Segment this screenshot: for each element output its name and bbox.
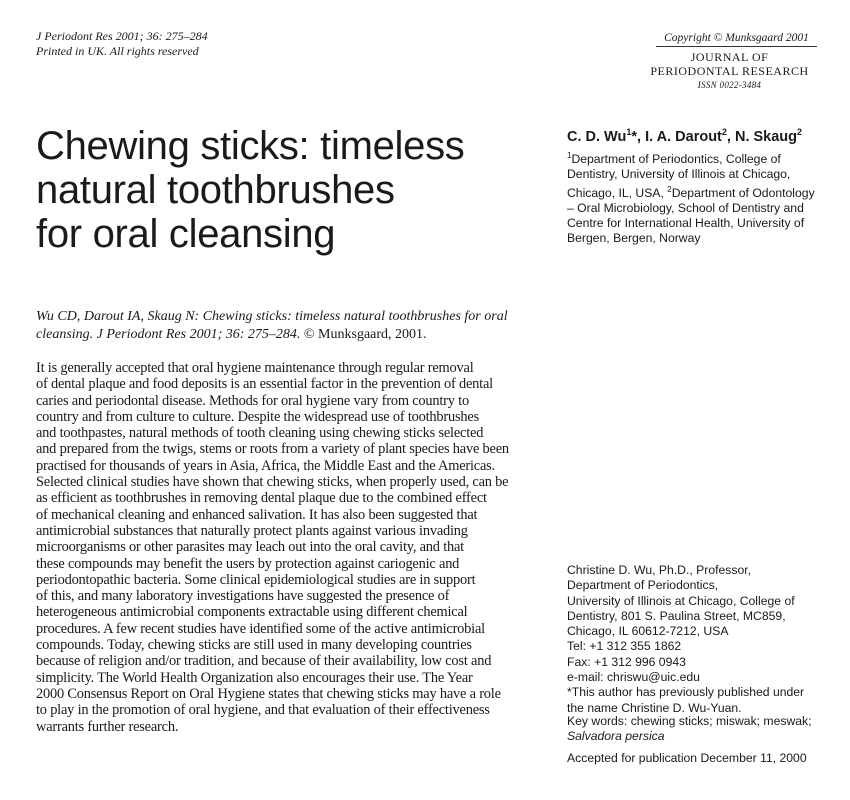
abstract-line: It is generally accepted that oral hygiene maintenance through regular removal xyxy=(36,360,474,376)
correspondence-line: Dentistry, 801 S. Paulina Street, MC859, xyxy=(567,608,786,623)
title-line: Chewing sticks: timeless xyxy=(36,124,465,168)
abstract-line: procedures. A few recent studies have identified some of the active antimicrobial xyxy=(36,620,485,637)
abstract-line: heterogeneous antimicrobial components extractable using different chemical xyxy=(36,604,468,621)
journal-name-line: JOURNAL OF xyxy=(690,50,769,64)
journal-name xyxy=(642,50,817,78)
author-name: N. Skaug xyxy=(734,128,798,145)
acceptance-date: Accepted for publication December 11, 2000 xyxy=(567,751,807,765)
abstract-line: warrants further research. xyxy=(36,718,179,735)
correspondence-line: Christine D. Wu, Ph.D., Professor, xyxy=(567,563,752,577)
author-name: I. A. Darout xyxy=(645,128,722,145)
citation-text: Wu CD, Darout IA, Skaug N: Chewing sticks: timeless natural toothbrushes for oral cleansing. J Periodont Res 2001; 36: 275–284. xyxy=(36,309,508,342)
affiliation-marker: 2 xyxy=(667,185,672,195)
citation-copyright: © Munksgaard, 2001. xyxy=(303,327,427,342)
abstract-line: as efficient as toothbrushes in removing dental plaque due to the combined effect xyxy=(36,490,487,507)
printed-line: Printed in UK. All rights reserved xyxy=(36,44,199,58)
abstract-line: caries and periodontal disease. Methods for oral hygiene vary from country to xyxy=(36,392,469,409)
affiliations xyxy=(567,148,822,246)
abstract-line: 2000 Consensus Report on Oral Hygiene states that chewing sticks may have a role xyxy=(36,685,501,702)
abstract-line: antimicrobial substances that naturally protect plants against various invading xyxy=(36,522,468,539)
copyright-notice: Copyright © Munksgaard 2001 xyxy=(656,31,817,47)
correspondence-note: *This author has previously published under xyxy=(567,685,805,700)
abstract-line: periodontopathic bacteria. Some clinical epidemiological studies are in support xyxy=(36,571,476,588)
abstract-line: because of religion and/or tradition, and because of their availability, low cost and xyxy=(36,653,492,670)
citation-line: J Periodont Res 2001; 36: 275–284 xyxy=(36,29,208,43)
abstract-line: of this, and many laboratory investigations have suggested the presence of xyxy=(36,588,450,605)
journal-name-line: PERIODONTAL RESEARCH xyxy=(650,64,809,78)
corresponding-marker: * xyxy=(631,128,638,145)
affiliation-marker: 2 xyxy=(797,127,803,137)
author-separator: , xyxy=(637,128,646,145)
abstract-line: these compounds may benefit the users by protection against cariogenic and xyxy=(36,555,460,572)
abstract-line: practised for thousands of years in Asia, Africa, the Middle East and the Americas. xyxy=(36,457,495,474)
correspondence-line: Fax: +1 312 996 0943 xyxy=(567,654,686,669)
affiliation-marker: 1 xyxy=(567,151,572,160)
author-name: C. D. Wu xyxy=(567,128,627,145)
abstract-line: country and from culture to culture. Despite the widespread use of toothbrushes xyxy=(36,408,479,425)
affiliation-marker: 2 xyxy=(721,127,727,137)
abstract-line: simplicity. The World Health Organization also encourages their use. The Year xyxy=(36,669,473,686)
abstract-line: microorganisms or other parasites may leach out into the oral cavity, and that xyxy=(36,539,464,556)
title-line: natural toothbrushes xyxy=(36,168,395,212)
abstract-line: compounds. Today, chewing sticks are still used in many developing countries xyxy=(36,637,472,654)
abstract-line: of mechanical cleaning and enhanced salivation. It has also been suggested that xyxy=(36,506,478,523)
correspondence-block xyxy=(567,563,837,716)
email-line: e-mail: chriswu@uic.edu xyxy=(567,670,700,685)
keywords-terms: chewing sticks; miswak; meswak; xyxy=(630,714,812,728)
author-separator: , xyxy=(726,128,735,145)
abstract-citation xyxy=(36,308,536,344)
correspondence-line: Department of Periodontics, xyxy=(567,578,719,593)
affiliation-text: Department of Periodontics, College of Dentistry, University of Illinois at Chicago, Chicago, IL, USA, xyxy=(567,152,791,201)
abstract-line: to play in the promotion of oral hygiene, and that evaluation of their effectiveness xyxy=(36,702,490,719)
keywords xyxy=(567,714,837,745)
affiliation-text: Department of Odontology – Oral Microbiology, School of Dentistry and Centre for International Health, University of Bergen, Bergen, Norway xyxy=(567,186,815,246)
abstract-line: and prepared from the twigs, stems or roots from a variety of plant species have been xyxy=(36,441,509,458)
keywords-species: Salvadora persica xyxy=(567,729,665,744)
author-list xyxy=(567,127,802,145)
correspondence-line: University of Illinois at Chicago, College of xyxy=(567,593,795,608)
abstract-line: Selected clinical studies have shown that chewing sticks, when properly used, can be xyxy=(36,474,509,491)
abstract-body xyxy=(36,360,552,735)
abstract-line: and toothpastes, natural methods of tooth cleaning using chewing sticks selected xyxy=(36,425,484,442)
keywords-label: Key words: xyxy=(567,714,628,728)
affiliation-marker: 1 xyxy=(626,127,632,137)
journal-masthead xyxy=(642,31,817,90)
correspondence-note: the name Christine D. Wu-Yuan. xyxy=(567,700,742,715)
correspondence-line: Chicago, IL 60612-7212, USA xyxy=(567,624,729,639)
abstract-line: of dental plaque and food deposits is an essential factor in the prevention of dental xyxy=(36,376,493,393)
journal-citation-header xyxy=(36,29,208,59)
title-line: for oral cleansing xyxy=(36,212,336,256)
issn: ISSN 0022-3484 xyxy=(697,80,762,90)
correspondence-line: Tel: +1 312 355 1862 xyxy=(567,639,682,654)
article-title xyxy=(36,124,536,256)
